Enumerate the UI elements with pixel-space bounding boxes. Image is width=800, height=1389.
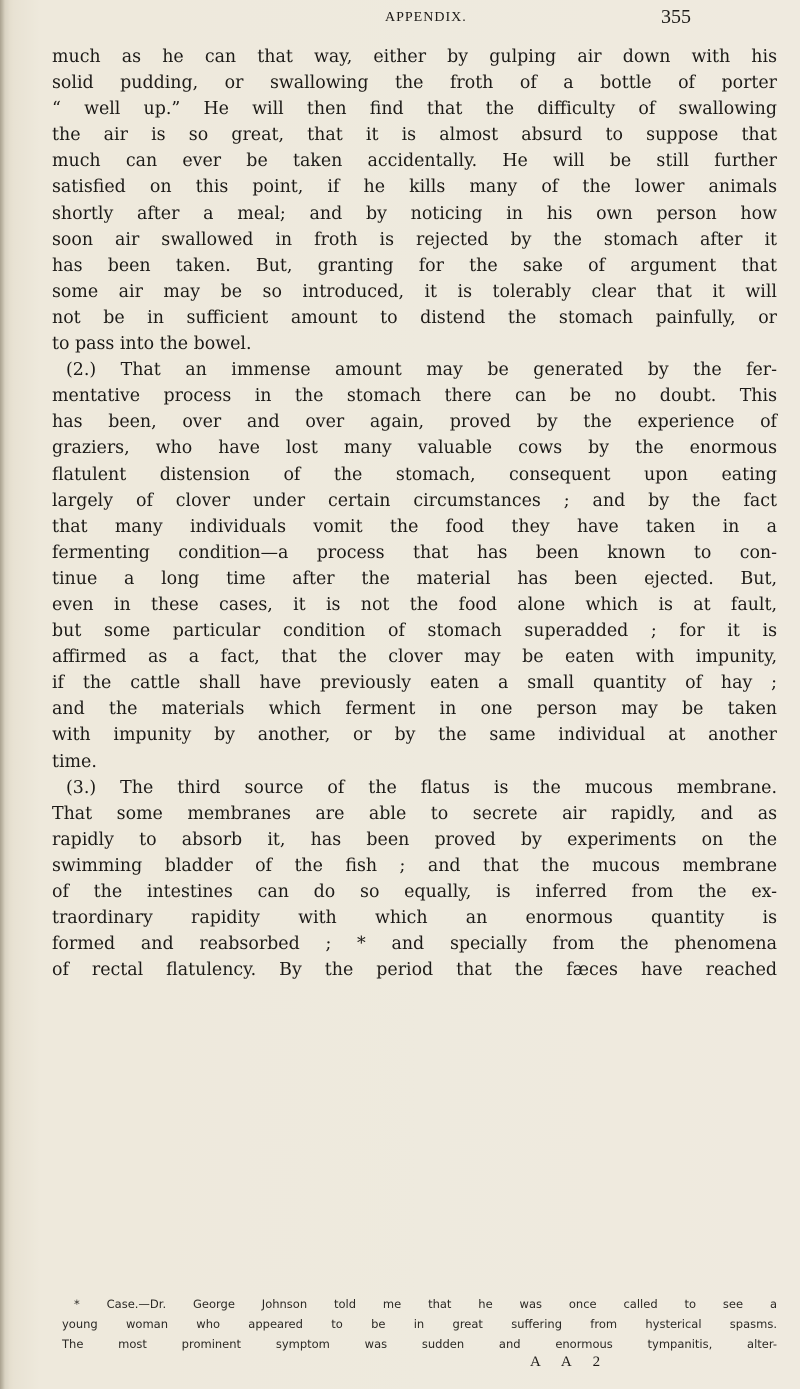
footnote [62, 1294, 777, 1354]
text-line: some air may be so introduced, it is tolerably clear that it will [52, 281, 777, 302]
page-number: 355 [661, 6, 691, 28]
text-line: swimming bladder of the fish ; and that the mucous membrane [52, 855, 777, 876]
text-line: “ well up.” He will then find that the difficulty of swallowing [52, 99, 777, 120]
text-line: has been taken. But, granting for the sake of argument that [52, 255, 777, 276]
text-line: affirmed as a fact, that the clover may be eaten with impunity, [52, 647, 777, 668]
footnote-line: * Case.—Dr. George Johnson told me that he was once called to see a [74, 1297, 777, 1311]
text-line: mentative process in the stomach there can be no doubt. This [52, 386, 777, 407]
text-line: soon air swallowed in froth is rejected by the stomach after it [52, 229, 777, 250]
footnote-line: young woman who appeared to be in great suffering from hysterical spasms. [62, 1317, 777, 1331]
binding-shadow [0, 0, 10, 1389]
text-line: formed and reabsorbed ; * and specially from the phenomena [52, 934, 777, 955]
text-line: rapidly to absorb it, has been proved by experiments on the [52, 829, 777, 850]
text-line: (3.) The third source of the flatus is the mucous membrane. [66, 777, 777, 798]
text-line: satisfied on this point, if he kills many of the lower animals [52, 177, 777, 198]
text-line: solid pudding, or swallowing the froth of a bottle of porter [52, 73, 777, 94]
text-line: but some particular condition of stomach superadded ; for it is [52, 621, 777, 642]
text-line: (2.) That an immense amount may be generated by the fer- [66, 360, 777, 381]
footnote-line: The most prominent symptom was sudden and enormous tympanitis, alter- [62, 1337, 777, 1351]
text-line: shortly after a meal; and by noticing in his own person how [52, 203, 777, 224]
text-line: and the materials which ferment in one person may be taken [52, 699, 777, 720]
text-line: That some membranes are able to secrete air rapidly, and as [52, 803, 777, 824]
text-line: much can ever be taken accidentally. He will be still further [52, 151, 777, 172]
text-line: with impunity by another, or by the same individual at another [52, 725, 777, 746]
text-line: fermenting condition—a process that has been known to con- [52, 542, 777, 563]
body-text [52, 44, 777, 983]
text-line: graziers, who have lost many valuable cows by the enormous [52, 438, 777, 459]
text-line: that many individuals vomit the food they have taken in a [52, 516, 777, 537]
text-line: even in these cases, it is not the food alone which is at fault, [52, 594, 777, 615]
text-line: much as he can that way, either by gulping air down with his [52, 47, 777, 67]
text-line: tinue a long time after the material has been ejected. But, [52, 568, 777, 589]
running-head: APPENDIX. [385, 10, 467, 25]
text-line: of rectal flatulency. By the period that the fæces have reached [52, 960, 777, 981]
text-line: the air is so great, that it is almost absurd to suppose that [52, 125, 777, 146]
text-line: if the cattle shall have previously eaten a small quantity of hay ; [52, 673, 777, 694]
text-line: has been, over and over again, proved by the experience of [52, 412, 777, 433]
signature-mark: A A 2 [530, 1354, 610, 1370]
text-line: of the intestines can do so equally, is inferred from the ex- [52, 882, 777, 902]
text-line: flatulent distension of the stomach, consequent upon eating [52, 464, 777, 485]
text-line: largely of clover under certain circumstances ; and by the fact [52, 490, 777, 511]
text-line: time. [52, 751, 97, 772]
text-line: traordinary rapidity with which an enormous quantity is [52, 908, 777, 929]
text-line: to pass into the bowel. [52, 334, 252, 355]
text-line: not be in sufficient amount to distend the stomach painfully, or [52, 307, 777, 328]
